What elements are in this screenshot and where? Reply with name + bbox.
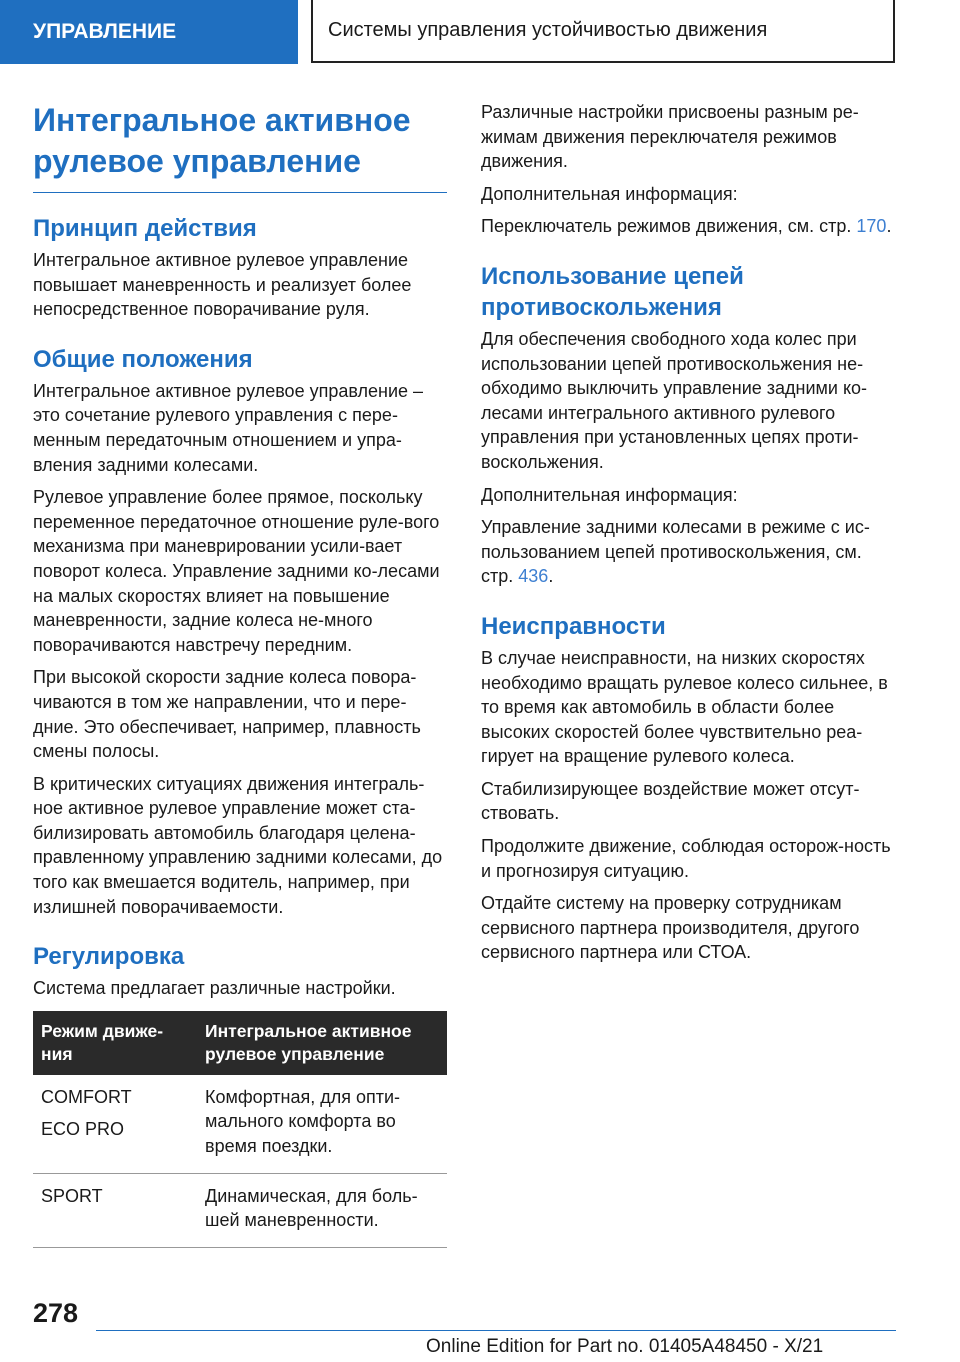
table-row — [33, 1075, 447, 1173]
paragraph-with-ref — [481, 214, 893, 239]
section-heading-general: Общие положения — [33, 345, 253, 373]
ref-text: Переключатель режимов движения, см. стр. — [481, 216, 857, 237]
section-heading-principle: Принцип действия — [33, 215, 257, 242]
paragraph: Различные настройки присвоены разным ре-жимам движения переключателя режимов движения. — [481, 102, 859, 172]
table-cell-modes — [33, 1075, 197, 1173]
right-column — [481, 100, 893, 973]
paragraph: Стабилизирующее воздействие может отсут-ствовать. — [481, 778, 860, 824]
paragraph: Рулевое управление более прямое, поскольку переменное передаточное отношение руле-вого механизма при маневрировании усили-вает поворот колеса. Управление задними ко-лесами на малых скоростях влияет на повышение маневренности, задние колеса не-много поворачиваются навстречу передним. — [33, 487, 440, 655]
paragraph: В случае неисправности, на низких скоростях необходимо вращать рулевое колесо сильнее, в то время как автомобиль в области более высоких скоростей более чувствительно реа-гирует на вращение рулевого колеса. — [481, 647, 888, 767]
paragraph: Интегральное активное рулевое управление повышает маневренность и реализует более непосредственное поворачивание руля. — [33, 250, 412, 320]
section-heading-chains: Использование цепей противоскольжения — [481, 262, 744, 321]
mode-label: SPORT — [41, 1185, 103, 1206]
paragraph: Дополнительная информация: — [481, 183, 738, 204]
page-title: Интегральное активное рулевое управление — [33, 102, 411, 179]
table-header-steering: Интегральное активное рулевое управление — [197, 1011, 447, 1075]
paragraph: Интегральное активное рулевое управление – это сочетание рулевого управления с пере-менным передаточным отношением и упра-вления задними колесами. — [33, 380, 424, 475]
ref-end: . — [886, 216, 892, 237]
title-divider — [33, 192, 447, 193]
modes-table — [33, 1011, 447, 1248]
table-cell-desc: Динамическая, для боль-шей маневренности. — [197, 1173, 447, 1247]
edition-note: Online Edition for Part no. 01405A48450 - X/21 — [426, 1336, 824, 1357]
table-header-mode: Режим движе-ния — [33, 1011, 197, 1075]
paragraph-with-ref — [481, 515, 893, 589]
table-row — [33, 1173, 447, 1247]
paragraph: В критических ситуациях движения интеграль-ное активное рулевое управление может ста-билизировать автомобиль благодаря целена-правленному управлению задними колесами, до того как вмешается водитель, например, при излишней поворачиваемости. — [33, 773, 443, 917]
table-cell-desc: Комфортная, для опти-мального комфорта во время поездки. — [197, 1075, 447, 1173]
footer-divider — [96, 1330, 896, 1331]
paragraph: Дополнительная информация: — [481, 484, 738, 505]
paragraph: При высокой скорости задние колеса повора-чиваются в том же направлении, что и пере-дние. Это обеспечивает, например, плавность смены полосы. — [33, 667, 421, 762]
paragraph: Отдайте систему на проверку сотрудникам сервисного партнера производителя, другого сервисного партнера или СТОА. — [481, 893, 860, 963]
table-header-row — [33, 1011, 447, 1075]
mode-label: ECO PRO — [41, 1119, 125, 1140]
left-column — [33, 100, 447, 1248]
ref-end: . — [548, 566, 554, 587]
section-heading-adjustment: Регулировка — [33, 943, 185, 971]
paragraph: Для обеспечения свободного хода колес при использовании цепей противоскольжения не-обходимо выключить управление задними ко-лесами интегрального активного рулевого управления при установленных цепях проти-воскольжения. — [481, 328, 868, 472]
paragraph: Система предлагает различные настройки. — [33, 978, 396, 999]
ref-text: Управление задними колесами в режиме с ис-пользованием цепей противоскольжения, см. стр. — [481, 517, 870, 587]
section-tab: УПРАВЛЕНИЕ — [0, 0, 298, 64]
page-number: 278 — [33, 1298, 79, 1328]
chapter-title: Системы управления устойчивостью движения — [311, 0, 895, 63]
paragraph: Продолжите движение, соблюдая осторож-ность и прогнозируя ситуацию. — [481, 836, 891, 881]
section-heading-faults: Неисправности — [481, 612, 666, 640]
page-ref-link[interactable]: 170 — [856, 216, 887, 237]
mode-label: COMFORT — [41, 1086, 132, 1107]
table-cell-modes — [33, 1173, 197, 1247]
page-ref-link[interactable]: 436 — [518, 566, 549, 587]
